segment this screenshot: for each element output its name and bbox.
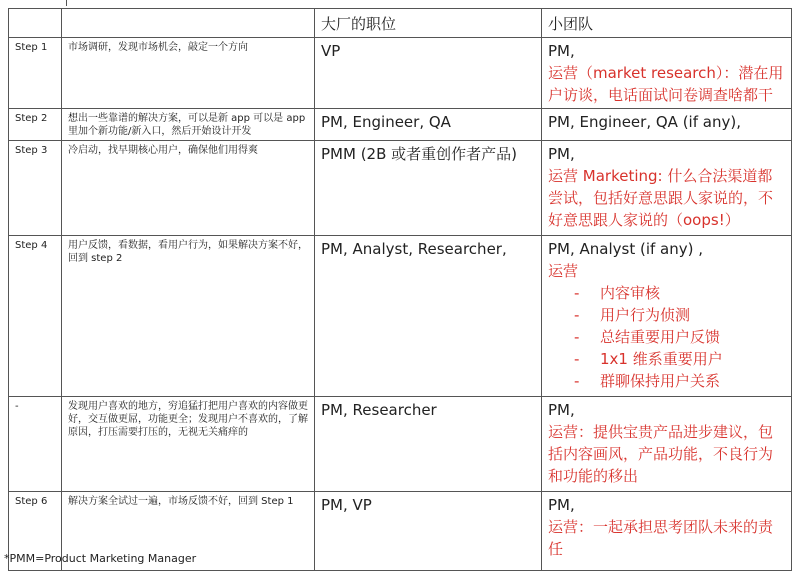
ops-duty: 内容审核 [600, 284, 661, 302]
small-team-role [542, 397, 792, 492]
small-team-lead: PM, Analyst (if any) , [548, 240, 704, 258]
step-description: 发现用户喜欢的地方，穷追猛打把用户喜欢的内容做更好，交互做更屌，功能更全；发现用户不喜欢的，了解原因，打压需要打压的，无视无关痛痒的 [62, 397, 315, 492]
corner-tick [66, 0, 67, 6]
ops-duty: 总结重要用户反馈 [600, 328, 721, 346]
step-label: Step 4 [9, 236, 62, 397]
header-description [62, 9, 315, 38]
step-description: 用户反馈，看数据，看用户行为，如果解决方案不好，回到 step 2 [62, 236, 315, 397]
table-row [9, 109, 792, 141]
step-label: - [9, 397, 62, 492]
small-team-lead: PM, [548, 496, 575, 514]
step-description: 市场调研，发现市场机会，敲定一个方向 [62, 38, 315, 109]
small-team-lead: PM, [548, 145, 575, 163]
small-team-lead: PM, Engineer, QA (if any), [548, 113, 741, 131]
header-big-company: 大厂的职位 [315, 9, 542, 38]
big-company-role: PMM (2B 或者重创作者产品) [315, 141, 542, 236]
small-team-ops: 运营（market research）：潜在用户访谈，电话面试问卷调查啥都干 [548, 64, 784, 104]
small-team-role [542, 141, 792, 236]
list-item [574, 348, 785, 370]
roles-table-container [8, 8, 792, 571]
small-team-role [542, 492, 792, 571]
table-row [9, 141, 792, 236]
step-description: 想出一些靠谱的解决方案，可以是新 app 可以是 app 里加个新功能/新入口，然后开始设计开发 [62, 109, 315, 141]
small-team-role [542, 236, 792, 397]
small-team-ops: 运营 Marketing: 什么合法渠道都尝试，包括好意思跟人家说的，不好意思跟人家说的（oops!） [548, 167, 774, 229]
ops-duty: 群聊保持用户关系 [600, 372, 721, 390]
table-row [9, 397, 792, 492]
list-item [574, 304, 785, 326]
big-company-role: PM, Engineer, QA [315, 109, 542, 141]
list-dash: - [574, 372, 580, 390]
big-company-role: PM, Researcher [315, 397, 542, 492]
big-company-role: PM, VP [315, 492, 542, 571]
small-team-ops: 运营：一起承担思考团队未来的责任 [548, 518, 774, 558]
ops-duty-list [548, 282, 785, 392]
header-row [9, 9, 792, 38]
list-item [574, 370, 785, 392]
step-label: Step 3 [9, 141, 62, 236]
list-item [574, 326, 785, 348]
step-description: 解决方案全试过一遍，市场反馈不好，回到 Step 1 [62, 492, 315, 571]
list-dash: - [574, 350, 580, 368]
small-team-role [542, 109, 792, 141]
table-row [9, 38, 792, 109]
table-row [9, 236, 792, 397]
header-small-team: 小团队 [542, 9, 792, 38]
list-dash: - [574, 284, 580, 302]
small-team-role [542, 38, 792, 109]
step-description: 冷启动，找早期核心用户，确保他们用得爽 [62, 141, 315, 236]
list-dash: - [574, 306, 580, 324]
step-label: Step 6 [9, 492, 62, 571]
small-team-lead: PM, [548, 42, 575, 60]
list-dash: - [574, 328, 580, 346]
ops-duty: 用户行为侦测 [600, 306, 691, 324]
header-step [9, 9, 62, 38]
footnote: *PMM=Product Marketing Manager [4, 552, 197, 565]
ops-duty: 1x1 维系重要用户 [600, 350, 723, 368]
big-company-role: PM, Analyst, Researcher, [315, 236, 542, 397]
big-company-role: VP [315, 38, 542, 109]
small-team-ops: 运营 [548, 262, 579, 280]
step-label: Step 1 [9, 38, 62, 109]
list-item [574, 282, 785, 304]
small-team-ops: 运营：提供宝贵产品进步建议，包括内容画风，产品功能，不良行为和功能的移出 [548, 423, 774, 485]
step-label: Step 2 [9, 109, 62, 141]
roles-table [8, 8, 792, 571]
small-team-lead: PM, [548, 401, 575, 419]
